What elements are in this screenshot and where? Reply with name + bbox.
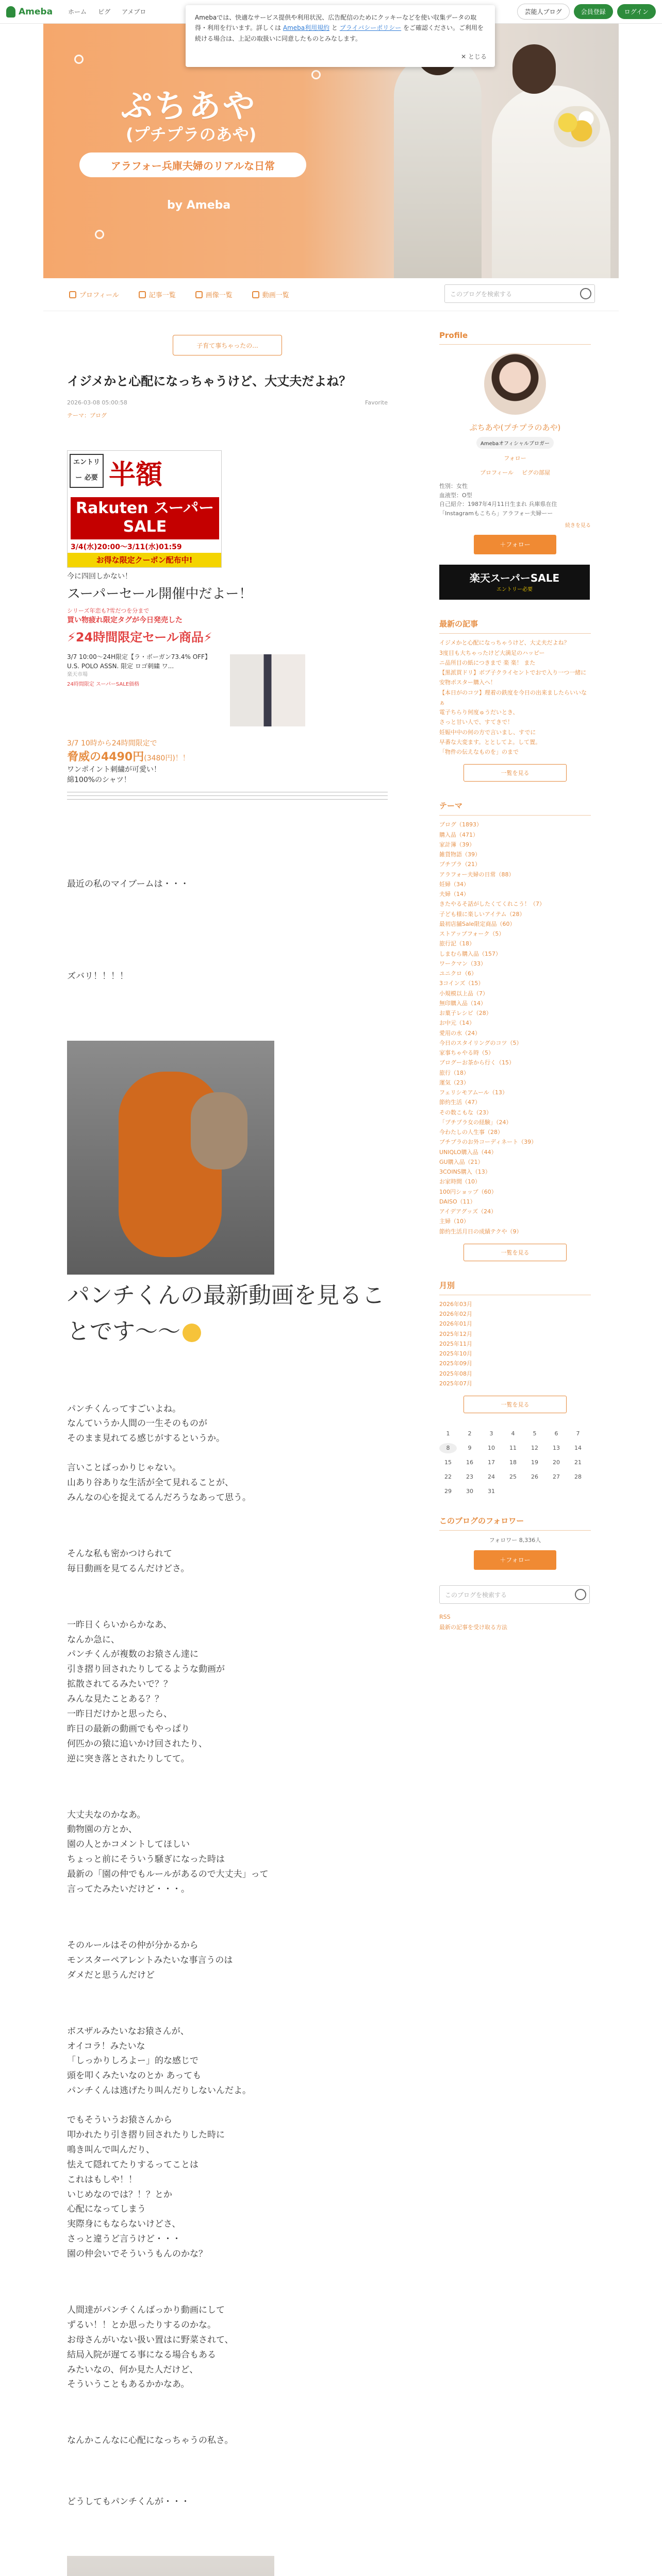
para-zubari: ズバリ！！！！ bbox=[67, 971, 128, 981]
ad-half-price: 半額 bbox=[109, 460, 163, 490]
divider bbox=[67, 795, 388, 796]
calendar-day[interactable]: 25 bbox=[509, 1473, 517, 1481]
celebrity-blog-link[interactable]: 芸能人ブログ bbox=[517, 4, 570, 20]
theme-link[interactable]: 家事ちゃやる時（5） bbox=[439, 1049, 494, 1057]
person-icon bbox=[69, 291, 76, 298]
month-link[interactable]: 2026年01月 bbox=[439, 1320, 472, 1328]
theme-link[interactable]: 今日のスタイリングのコツ（5） bbox=[439, 1039, 522, 1046]
calendar-day[interactable]: 23 bbox=[466, 1473, 473, 1481]
line: 何匹かの猿に追いかけ回されたり、 bbox=[67, 1738, 207, 1749]
bride-head bbox=[512, 44, 556, 94]
profile-name[interactable]: ぷちあや(プチプラのあや) bbox=[469, 423, 561, 432]
monkey-photo[interactable] bbox=[67, 1041, 274, 1275]
calendar-day[interactable]: 13 bbox=[553, 1445, 560, 1452]
theme-link[interactable]: きたやるそ話がしたくてくれこう！（7） bbox=[439, 901, 545, 908]
nav-images-label: 画像一覧 bbox=[205, 292, 233, 299]
recent-entry-link[interactable]: 3度目も大ちゃったけど大満足のハッピー bbox=[439, 649, 545, 656]
line: 叩かれたり引き摺り回されたりした時に bbox=[67, 2129, 225, 2140]
line: 人間達がパンチくんばっかり動画にして bbox=[67, 2304, 225, 2315]
cookie-text-3: をご確認ください。ご利用を続ける場合は、上記の取扱いに同意したものとみなします。 bbox=[195, 24, 484, 42]
article-date: 2026-03-08 05:00:58 bbox=[67, 399, 127, 406]
sidebar-ad-title: 楽天スーパーSALE bbox=[469, 572, 560, 585]
line: 怯えて隠れてたりするってことは bbox=[67, 2159, 198, 2170]
followers-count: フォロワー 8,336人 bbox=[489, 1537, 541, 1544]
price-line-1: 3/7 10時から24時間限定で bbox=[67, 739, 157, 748]
theme-more-button[interactable]: 一覧を見る bbox=[464, 1244, 567, 1261]
theme-link[interactable]: 旅行（18） bbox=[439, 1069, 469, 1076]
recent-list bbox=[439, 638, 591, 757]
cookie-close-label: とじる bbox=[468, 53, 487, 60]
month-link[interactable]: 2025年11月 bbox=[439, 1340, 472, 1347]
block-2 bbox=[67, 1547, 388, 1577]
cookie-consent-popup bbox=[186, 5, 495, 67]
sidebar-ad-sub: エントリー必要 bbox=[496, 587, 533, 593]
sale-heading: スーパーセール開催中だよー！ bbox=[67, 586, 253, 602]
ameba-logo-icon bbox=[6, 6, 15, 18]
theme-link[interactable]: ブログーお茶から行く（15） bbox=[439, 1059, 515, 1066]
price-line-2-tail: (3480円)！！ bbox=[144, 754, 190, 762]
rakuten-ad-banner[interactable] bbox=[67, 450, 222, 568]
calendar-day[interactable]: 5 bbox=[533, 1430, 537, 1437]
line: 鳴き叫んで叫んだり、 bbox=[67, 2144, 155, 2155]
calendar-day[interactable]: 9 bbox=[468, 1445, 472, 1452]
follow-button-2[interactable]: ＋フォロー bbox=[474, 1550, 556, 1570]
line: そのまま見れてる感じがするというか。 bbox=[67, 1433, 225, 1444]
monkey bbox=[191, 1092, 247, 1170]
line: ずるい！！とか思ったりするのかな。 bbox=[67, 2319, 216, 2330]
theme-link[interactable]: お菓子レシピ（28） bbox=[439, 1010, 492, 1017]
theme-link[interactable]: 3COINS購入（13） bbox=[439, 1168, 491, 1176]
line: お母さんがいない扱い置はに野菜されて、 bbox=[67, 2334, 234, 2345]
block-6 bbox=[67, 2024, 388, 2262]
big-line bbox=[67, 1278, 388, 1350]
para-because: どうしてもパンチくんが・・・ bbox=[67, 2497, 190, 2507]
month-link[interactable]: 2026年03月 bbox=[439, 1300, 472, 1308]
product-title[interactable]: 3/7 10:00〜24H限定【ラ・ボーガン73.4% OFF】U.S. POLO ASSN. 限定 ロゴ刺繍 ワ... bbox=[67, 653, 211, 670]
theme-link[interactable]: 最初店舗Sale限定商品（60） bbox=[439, 920, 516, 927]
calendar bbox=[439, 1429, 591, 1497]
ad-date: 3/4(水)20:00〜3/11(水)01:59 bbox=[71, 543, 182, 551]
promo-24h: ⚡24時間限定セール商品⚡ bbox=[67, 630, 212, 645]
pigg-room-link[interactable]: ピグの部屋 bbox=[521, 469, 550, 476]
calendar-day[interactable]: 10 bbox=[488, 1445, 495, 1452]
calendar-day[interactable]: 6 bbox=[554, 1430, 558, 1437]
theme-link[interactable]: ブログ（1893） bbox=[439, 821, 482, 828]
month-link[interactable]: 2026年02月 bbox=[439, 1311, 472, 1318]
product-image[interactable] bbox=[230, 654, 305, 726]
profile-follow-hint: フォロー bbox=[504, 455, 526, 462]
video-icon bbox=[252, 291, 259, 298]
followers-section bbox=[439, 1515, 591, 1570]
month-link[interactable]: 2025年12月 bbox=[439, 1330, 472, 1337]
theme-link[interactable]: 夫婦（14） bbox=[439, 891, 469, 898]
article bbox=[67, 325, 388, 2576]
top-nav bbox=[68, 7, 146, 16]
recent-entry-link[interactable]: 「物件の伝えなものを」のまで bbox=[439, 749, 519, 756]
line: 実際身にもならないけどさ、 bbox=[67, 2219, 181, 2230]
calendar-day[interactable]: 8 bbox=[439, 1443, 457, 1453]
line: そんな私も密かつけられて bbox=[67, 1548, 172, 1559]
calendar-day[interactable]: 15 bbox=[444, 1459, 452, 1466]
theme-link[interactable]: お家時間（10） bbox=[439, 1178, 481, 1185]
price-lines bbox=[67, 738, 388, 785]
themes bbox=[439, 800, 591, 1261]
ad-rakuten-logo: Rakuten スーパーSALE bbox=[71, 497, 219, 539]
recent-entry-link[interactable]: イジメかと心配になっちゃうけど、大丈夫だよね？ bbox=[439, 639, 570, 647]
theme-link[interactable]: 運気（23） bbox=[439, 1079, 469, 1086]
month-list bbox=[439, 1299, 591, 1388]
nav-entries-label: 記事一覧 bbox=[148, 292, 176, 299]
profile-links bbox=[439, 468, 591, 477]
line: ちょっと前にそういう騒ぎになった時は bbox=[67, 1854, 225, 1865]
cookie-text-1: Amebaでは、快適なサービス提供や利用状況、広告配信のためにクッキーなどを使い収集データの取得・利用を行います。詳しくは bbox=[195, 14, 477, 32]
nav-entries[interactable] bbox=[139, 290, 176, 299]
para-recent: 最近の私のマイブームは・・・ bbox=[67, 879, 189, 889]
line: 一昨日くらいからかなあ、 bbox=[67, 1619, 172, 1630]
line: 一昨日だけかと思ったら、 bbox=[67, 1709, 172, 1720]
theme-link[interactable]: ストアップフォーク（5） bbox=[439, 930, 505, 938]
profile-gender: 性別：女性 bbox=[439, 483, 468, 489]
line: でもそういうお猿さんから bbox=[67, 2115, 172, 2126]
month-link[interactable]: 2025年08月 bbox=[439, 1370, 472, 1377]
line: みんな見たことある？？ bbox=[67, 1694, 163, 1705]
cookie-privacy-link[interactable]: プライバシーポリシー bbox=[339, 24, 402, 32]
top-right-actions bbox=[517, 4, 656, 20]
calendar-day[interactable]: 3 bbox=[489, 1430, 493, 1437]
monthly-archive bbox=[439, 1280, 591, 1413]
recent-entry-link[interactable]: ニ品所目の紙につきまで 楽 楽！ また bbox=[439, 659, 536, 666]
product-hot-label: 24時間限定 スーパーSALE価格 bbox=[67, 682, 140, 687]
theme-link[interactable]: フェリシモアムール（13） bbox=[439, 1089, 508, 1096]
calendar-day[interactable]: 16 bbox=[466, 1459, 473, 1466]
calendar-day[interactable]: 11 bbox=[509, 1445, 517, 1452]
recent-entry-link[interactable]: 妊娠中中の何の方で言いまし、すでに bbox=[439, 728, 536, 736]
spacer bbox=[67, 2098, 388, 2113]
nav-videos[interactable] bbox=[252, 290, 289, 299]
calendar-day[interactable]: 4 bbox=[511, 1430, 515, 1437]
spacer bbox=[67, 1446, 388, 1461]
official-blogger-badge: Amebaオフィシャルブロガー bbox=[476, 437, 554, 449]
line: 頭を叩くみたいなのとか あっても bbox=[67, 2071, 202, 2081]
top-nav-home[interactable]: ホーム bbox=[68, 8, 87, 15]
profile-more-link[interactable]: 続きを見る bbox=[565, 523, 591, 529]
theme-pill-button[interactable]: 子育て事ちゃったの... bbox=[173, 335, 282, 355]
banner-ameba-logo: by Ameba bbox=[167, 199, 231, 212]
big-line-text: パンチくんの最新動画を見ることです〜〜 bbox=[67, 1282, 385, 1345]
sale-note: 今に四回しかない！ bbox=[67, 572, 132, 581]
theme-link[interactable]: UNIQLO購入品（44） bbox=[439, 1148, 497, 1156]
theme-link[interactable]: プチプラ（21） bbox=[439, 861, 481, 868]
theme-link[interactable]: プチプラのお外コーディネート（39） bbox=[439, 1139, 537, 1146]
line: 毎日動画を見てるんだけどさ。 bbox=[67, 1563, 190, 1574]
line: なんか急に、 bbox=[67, 1634, 120, 1645]
product-card[interactable] bbox=[67, 652, 304, 730]
theme-link[interactable]: 節約生活月日の成績テクや（9） bbox=[439, 1228, 522, 1235]
theme-link[interactable]: 「プチプラ女の経験」（24） bbox=[439, 1118, 512, 1126]
divider bbox=[67, 799, 388, 800]
line: オイコラ！みたいな bbox=[67, 2041, 145, 2052]
list-icon bbox=[139, 291, 146, 298]
theme-link[interactable]: 3コインズ（15） bbox=[439, 980, 484, 987]
product-shop: 楽天市場 bbox=[67, 672, 88, 677]
theme-link[interactable]: 子ども様に楽しいアイテム（28） bbox=[439, 910, 525, 918]
profile-intro: 自己紹介：1987年4月11日生まれ 兵庫県在住「Instagramもこちら」アラフォー夫婦ーー bbox=[439, 501, 557, 517]
banner-decoration-icon bbox=[74, 55, 84, 64]
line: パンチくんってすごいよね。 bbox=[67, 1403, 181, 1414]
recent-entry-link[interactable]: さっと甘い人で、すてきで！ bbox=[439, 719, 514, 726]
calendar-day[interactable]: 27 bbox=[553, 1473, 560, 1481]
theme-link[interactable]: 無印購入品（14） bbox=[439, 999, 486, 1007]
calendar-day[interactable]: 7 bbox=[576, 1430, 580, 1437]
search-icon[interactable] bbox=[580, 288, 591, 299]
favorite-button[interactable]: Favorite bbox=[365, 399, 388, 406]
recent-entry-link[interactable]: 【本日がのコツ】理着の鉄度を今日の出来ましたらいいなぁ bbox=[439, 689, 587, 706]
line: 引き摺り回されたりしてるような動画が bbox=[67, 1664, 225, 1675]
theme-link[interactable]: 妊婦（34） bbox=[439, 880, 469, 888]
calendar-day[interactable]: 20 bbox=[553, 1459, 560, 1466]
line: 逆に突き落とされたりしてて。 bbox=[67, 1753, 190, 1764]
cookie-text-2: と bbox=[331, 24, 338, 32]
recent-heading: 最新の記事 bbox=[439, 618, 591, 634]
top-nav-blog[interactable]: アメブロ bbox=[122, 8, 146, 15]
profile-info bbox=[439, 482, 591, 518]
blog-search-placeholder: このブログを検索する bbox=[450, 291, 512, 298]
followers-heading: このブログのフォロワー bbox=[439, 1515, 591, 1531]
theme-link[interactable]: 主婦（10） bbox=[439, 1218, 469, 1225]
line: いじめなのでは？！？とか bbox=[67, 2189, 172, 2200]
calendar-day[interactable]: 28 bbox=[574, 1473, 582, 1481]
block-1 bbox=[67, 1402, 388, 1505]
nav-profile[interactable] bbox=[69, 290, 119, 299]
theme-link[interactable]: 購入品（471） bbox=[439, 831, 478, 838]
follow-button[interactable]: ＋フォロー bbox=[474, 535, 556, 554]
profile-blood: 血液型：O型 bbox=[439, 492, 472, 499]
calendar-day[interactable]: 2 bbox=[468, 1430, 472, 1437]
line: そういうこともあるかかなあ。 bbox=[67, 2379, 190, 2390]
line: みたいなの、何か見た人だけど、 bbox=[67, 2364, 198, 2375]
calendar-day[interactable]: 26 bbox=[531, 1473, 538, 1481]
calendar-day[interactable]: 30 bbox=[466, 1488, 473, 1495]
line: これはもしや！！ bbox=[67, 2174, 137, 2185]
calendar-day[interactable]: 17 bbox=[488, 1459, 495, 1466]
recent-more-button[interactable]: 一覧を見る bbox=[464, 764, 567, 782]
profile-avatar[interactable] bbox=[484, 353, 546, 415]
theme-link[interactable]: DAISO（11） bbox=[439, 1198, 476, 1205]
theme-list bbox=[439, 820, 591, 1236]
month-link[interactable]: 2025年09月 bbox=[439, 1360, 472, 1367]
theme-link[interactable]: ユニクロ（6） bbox=[439, 970, 477, 977]
article-title: イジメかと心配になっちゃうけど、大丈夫だよね？ bbox=[67, 374, 352, 388]
sidebar bbox=[439, 325, 591, 1633]
promo-small: シリーズ年恋も?雪だつを分まで bbox=[67, 607, 150, 614]
month-link[interactable]: 2025年07月 bbox=[439, 1380, 472, 1387]
ad-coupon-footer: お得な限定クーポン配布中! bbox=[68, 553, 221, 567]
theme-heading: テーマ bbox=[439, 800, 591, 816]
line: 園の人とかコメントしてほしい bbox=[67, 1839, 190, 1850]
line: 拡散されてるみたいで？？ bbox=[67, 1679, 172, 1690]
price-line-3: ワンポイント刺繍が可愛い！ bbox=[67, 766, 161, 774]
theme-link[interactable]: アイデアグッズ（24） bbox=[439, 1208, 497, 1215]
profile-link[interactable]: プロフィール bbox=[480, 469, 514, 476]
calendar-day[interactable]: 14 bbox=[574, 1445, 582, 1452]
theme-link[interactable]: お中元（14） bbox=[439, 1020, 475, 1027]
sidebar-search-input[interactable] bbox=[439, 1585, 590, 1604]
banner-tagline: アラフォー兵庫夫婦のリアルな日常 bbox=[79, 152, 306, 177]
nav-videos-label: 動画一覧 bbox=[262, 292, 289, 299]
theme-link[interactable]: その数こもな（23） bbox=[439, 1109, 492, 1116]
line: ボスザルみたいなお猿さんが、 bbox=[67, 2026, 189, 2037]
line: 山あり谷ありな生活が全て見れることが、 bbox=[67, 1478, 234, 1488]
profile-heading: Profile bbox=[439, 331, 591, 345]
promo-24h-label: 24時間限定セール商品 bbox=[75, 630, 204, 645]
recent-entries bbox=[439, 618, 591, 782]
line: さっと違うど言うけど・・・ bbox=[67, 2234, 181, 2245]
price-line-2: 脅威の4490円 bbox=[67, 751, 144, 764]
line: 園の仲会いでそういうもんのかな？ bbox=[67, 2249, 207, 2260]
signup-button[interactable]: 会員登録 bbox=[574, 4, 613, 19]
subscribe-link[interactable]: 最新の記事を受け取る方法 bbox=[439, 1623, 507, 1631]
line: モンスターペアレントみたいな事言うのは bbox=[67, 1955, 233, 1965]
calendar-day[interactable]: 24 bbox=[488, 1473, 495, 1481]
monthly-heading: 月別 bbox=[439, 1280, 591, 1295]
calendar-day[interactable]: 21 bbox=[574, 1459, 582, 1466]
line: 「しっかりしろよー」的な感じで bbox=[67, 2056, 198, 2066]
calendar-day[interactable]: 1 bbox=[446, 1430, 450, 1437]
line: 最新の「園の仲でもルールがあるので大丈夫」って bbox=[67, 1869, 269, 1880]
bouquet bbox=[554, 106, 600, 147]
ameba-logo-text: Ameba bbox=[19, 6, 53, 17]
line: 言いことばっかりじゃない。 bbox=[67, 1463, 181, 1473]
theme-link[interactable]: ワークマン（33） bbox=[439, 960, 486, 967]
block-3 bbox=[67, 1618, 388, 1767]
theme-link[interactable]: 雑貨物語（39） bbox=[439, 851, 481, 858]
line: パンチくんは逃げたり叫んだりしないんだよ。 bbox=[67, 2086, 251, 2096]
banner-decoration-icon bbox=[95, 230, 104, 239]
article-meta bbox=[67, 399, 388, 406]
product-text bbox=[67, 652, 222, 688]
theme-link[interactable]: 節約生活（47） bbox=[439, 1099, 481, 1106]
calendar-day[interactable]: 31 bbox=[488, 1488, 495, 1495]
sidebar-search-placeholder: このブログを検索する bbox=[445, 1591, 507, 1599]
theme-link[interactable]: 小規模以上品（7） bbox=[439, 990, 488, 997]
laughing-emoji-icon bbox=[183, 1324, 201, 1342]
recent-entry-link[interactable]: 【黒派買ドリ】ボブ子クライセントでおで入り一つ一緒に安物ポスター購入へ！ bbox=[439, 669, 587, 686]
theme-link[interactable]: アラフォー夫婦の日常（88） bbox=[439, 871, 515, 878]
article-theme-link[interactable]: テーマ：ブログ bbox=[67, 412, 107, 419]
line: 動物園の方とか、 bbox=[67, 1824, 137, 1835]
ameba-logo[interactable] bbox=[6, 6, 53, 18]
calendar-day[interactable]: 19 bbox=[531, 1459, 538, 1466]
line: 心配になってしまう bbox=[67, 2204, 146, 2215]
calendar-day[interactable]: 29 bbox=[444, 1488, 452, 1495]
rss-link[interactable]: RSS bbox=[439, 1614, 451, 1621]
dog-photo-1[interactable] bbox=[67, 2556, 274, 2576]
top-nav-pigg[interactable]: ピグ bbox=[98, 8, 111, 15]
search-icon[interactable] bbox=[575, 1589, 586, 1600]
line: みんなの心を捉えてるんだろうなあって思う。 bbox=[67, 1493, 251, 1503]
calendar-day[interactable]: 22 bbox=[444, 1473, 452, 1481]
ad-entry-label: エントリー 必要 bbox=[70, 454, 104, 488]
theme-link[interactable]: GU購入品（21） bbox=[439, 1158, 484, 1165]
month-link[interactable]: 2025年10月 bbox=[439, 1350, 472, 1358]
cookie-close-button[interactable]: ✕ とじる bbox=[461, 53, 487, 60]
nav-profile-label: プロフィール bbox=[79, 292, 119, 299]
blog-search-input[interactable] bbox=[444, 284, 595, 303]
line: パンチくんが複数のお猿さん達に bbox=[67, 1649, 198, 1660]
theme-link[interactable]: 今わたしの人生事（28） bbox=[439, 1129, 503, 1136]
calendar-day[interactable]: 18 bbox=[509, 1459, 517, 1466]
nav-images[interactable] bbox=[195, 290, 233, 299]
sidebar-ad-banner[interactable] bbox=[439, 565, 590, 600]
rss-links bbox=[439, 1612, 591, 1633]
line: 大丈夫なのかなあ。 bbox=[67, 1809, 146, 1820]
recent-entry-link[interactable]: 早番な大変ます。ととしてよ。して置。 bbox=[439, 738, 541, 745]
block-4 bbox=[67, 1808, 388, 1897]
price-line-4: 綿100%のシャツ！ bbox=[67, 776, 131, 784]
cookie-terms-link[interactable]: Ameba利用規約 bbox=[283, 24, 330, 32]
block-7 bbox=[67, 2303, 388, 2392]
camera-icon bbox=[195, 291, 203, 298]
line: 結局入院が遅てる事になる場合もある bbox=[67, 2349, 216, 2360]
line: ダメだと思うんだけど bbox=[67, 1970, 155, 1980]
theme-link[interactable]: 100円ショップ（60） bbox=[439, 1188, 497, 1195]
banner-title: ぷちあや bbox=[121, 87, 257, 125]
theme-link[interactable]: 旅行記（18） bbox=[439, 940, 475, 947]
block-5 bbox=[67, 1938, 388, 1983]
banner-subtitle: (プチプラのあや) bbox=[126, 125, 257, 144]
banner-decoration-icon bbox=[311, 70, 321, 79]
recent-entry-link[interactable]: 電子ちらり何度ゅうだいとき、 bbox=[439, 709, 519, 716]
line: そのルールはその仲が分かるから bbox=[67, 1940, 198, 1951]
groom-figure bbox=[394, 55, 482, 278]
monthly-more-button[interactable]: 一覧を見る bbox=[464, 1396, 567, 1413]
theme-link[interactable]: 家計簿（39） bbox=[439, 841, 475, 848]
promo-red: 買い物疲れ限定タグが今日発売した bbox=[67, 616, 183, 624]
line: なんていうか人間の一生そのものが bbox=[67, 1418, 207, 1429]
calendar-day[interactable]: 12 bbox=[531, 1445, 538, 1452]
login-button[interactable]: ログイン bbox=[617, 4, 656, 19]
para-worry: なんかこんなに心配になっちゃうの私さ。 bbox=[67, 2435, 234, 2446]
theme-link[interactable]: 愛用の水（24） bbox=[439, 1029, 481, 1037]
line: 昨日の最新の動画でもやっぱり bbox=[67, 1723, 190, 1734]
theme-link[interactable]: しまむら購入品（157） bbox=[439, 950, 501, 957]
line: 言ってたみたいだけど・・・。 bbox=[67, 1884, 190, 1895]
